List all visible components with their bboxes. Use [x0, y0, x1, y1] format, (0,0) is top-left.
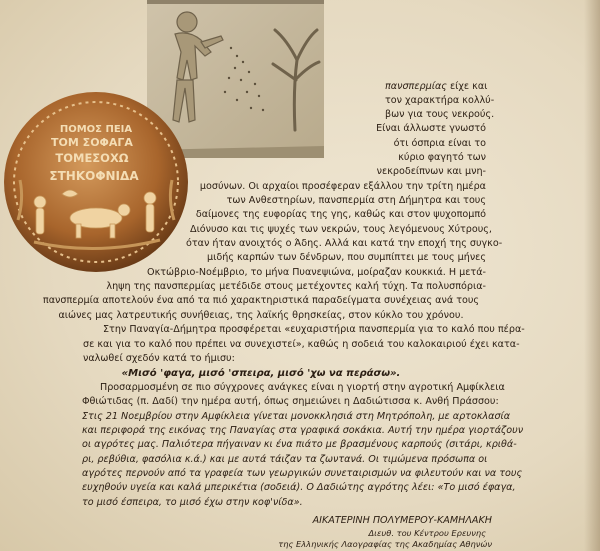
text-line: σε και για το καλό που πρέπει να συνεχιστεί», καθώς η σοδειά του καλοκαιριού έχει κατα-: [83, 339, 520, 350]
text-line: Οκτώβριο-Νοέμβριο, το μήνα Πυανεψιώνα, μοίραζαν κουκκιά. Η μετά-: [147, 267, 486, 278]
text-line: Φθιώτιδας (π. Δαδί) την ημέρα αυτή, όπως σημειώνει η Δαδιώτισσα κ. Ανθή Πράσσου:: [82, 396, 499, 407]
text-line: το μισό έσπειρα, το μισό έχω στην κοφ'νίδα».: [82, 497, 303, 508]
text-line: πανσπερμία αποτελούν ένα από τα πιό χαρακτηριστικά παραδείγματα συνέχειας ανά τους: [42, 295, 480, 306]
text-line: αγρότες περνούν από τα γραφεία των γεωργικών συνεταιρισμών να φιλευτούν και να τους: [82, 468, 523, 479]
text-line: Διόνυσο και τις ψυχές των νεκρών, τους λεγόμενους Χύτρους,: [190, 224, 492, 235]
bread-inscription-line: ΤΟΜΕΣΟΧΩ: [55, 151, 129, 165]
text-line: κύριο φαγητό των: [398, 152, 486, 163]
author-name: ΑΙΚΑΤΕΡΙΝΗ ΠΟΛΥΜΕΡΟΥ-ΚΑΜΗΛΑΚΗ: [312, 515, 492, 526]
text-line: ναλωθεί σχεδόν κατά το ήμισυ:: [83, 353, 235, 364]
bread-inscription-line: ΠΟΜΟΣ ΠΕΙΑ: [59, 124, 133, 135]
author-role: Διευθ. του Κέντρου Ερευνης: [368, 528, 486, 538]
text-line: Προσαρμοσμένη σε πιο σύγχρονες ανάγκες είναι η γιορτή στην αγροτική Αμφίκλεια: [100, 382, 505, 393]
text-line: νεκροδείπνων και μνη-: [376, 166, 486, 177]
text-line: βων για τους νεκρούς.: [385, 109, 495, 120]
text-line: όταν ήταν ανοιχτός ο Άδης. Αλλά και κατά την εποχή της συγκο-: [186, 238, 503, 249]
text-line: μοσύνων. Οι αρχαίοι προσέφεραν εξάλλου την τρίτη ημέρα: [199, 181, 486, 192]
text-line: Είναι άλλωστε γνωστό: [376, 123, 486, 134]
text-line: τον χαρακτήρα κολλύ-: [385, 95, 495, 106]
author-organization: της Ελληνικής Λαογραφίας της Ακαδημίας Αθηνών: [278, 539, 492, 549]
page-fold-shadow: [584, 0, 600, 551]
text-line: μιδής καρπών των δένδρων, που συμπίπτει με τους μήνες: [207, 252, 486, 263]
bread-inscription-line: ΣΤΗΚΟΦΝΙΔΑ: [49, 169, 139, 183]
text-line: Στις 21 Νοεμβρίου στην Αμφίκλεια γίνεται μονοκκλησιά στη Μητρόπολη, με αρτοκλασία: [82, 411, 511, 422]
folk-saying-quote: «Μισό 'φαγα, μισό 'σπειρα, μισό 'χω να περάσω».: [121, 368, 401, 379]
bread-inscription-line: ΤΟΜ ΣΟΦΑΓΑ: [51, 136, 133, 149]
text-line: οι αγρότες μας. Παλιότερα πήγαιναν κι ένα πιάτο με βρασμένους καρπούς (σιτάρι, κριθά-: [82, 439, 517, 450]
text-line: ρι, ρεβύθια, φασόλια κ.ά.) και με αυτά τάιζαν τα ζωντανά. Οι τιμώμενα πρόσωπα οι: [82, 454, 488, 465]
text-line: πανσπερμίας είχε και: [385, 81, 488, 92]
text-line: και περιφορά της εικόνας της Παναγίας στα γραφικά σοκάκια. Αυτή την ημέρα γιορτάζουν: [82, 425, 524, 436]
text-line: αιώνες μας λατρευτικής συνήθειας, της λαϊκής θρησκείας, στον κύκλο του χρόνου.: [58, 310, 464, 321]
text-line: Στην Παναγία-Δήμητρα προσφέρεται «ευχαριστήρια πανσπερμία για το καλό που πέρα-: [103, 324, 525, 335]
text-line: ότι όσπρια είναι το: [393, 138, 486, 149]
text-line: ευχηθούν υγεία και καλά μπερικέτια (σοδειά). Ο Δαδιώτης αγρότης λέει: «Το μισό έφαγα,: [82, 482, 516, 493]
koliva-bread-image: [0, 90, 195, 275]
text-line: των Ανθεστηρίων, πανσπερμία στη Δήμητρα και τους: [226, 195, 486, 206]
text-line: δαίμονες της ευφορίας της γης, καθώς και στον ψυχοπομπό: [195, 209, 486, 220]
text-line: ληψη της πανσπερμίας μετέδιδε στους μετέχοντες καλή τύχη. Τα πολυσπόρια-: [106, 281, 486, 292]
